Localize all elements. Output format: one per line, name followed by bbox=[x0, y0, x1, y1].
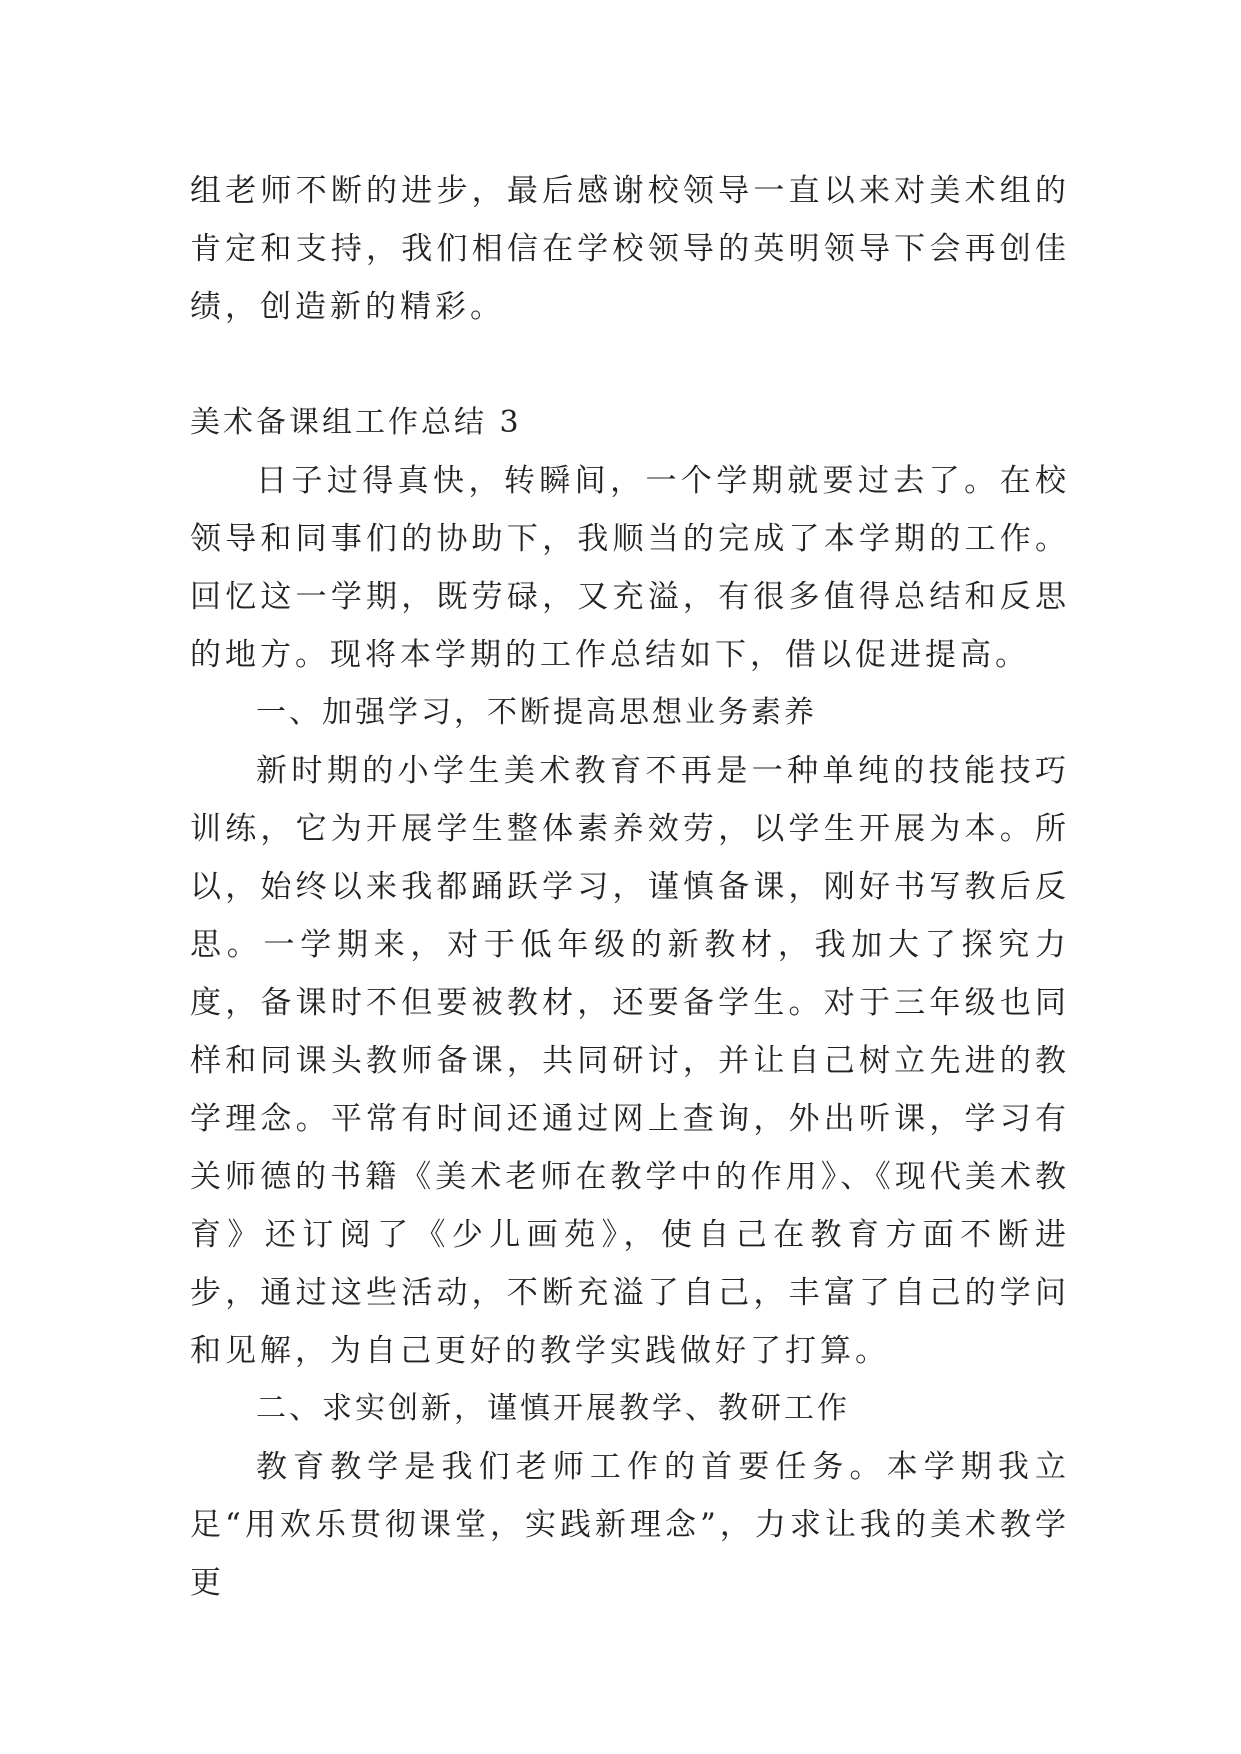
intro-paragraph: 日子过得真快，转瞬间，一个学期就要过去了。在校领导和同事们的协助下，我顺当的完成了本学期的工作。回忆这一学期，既劳碌，又充溢，有很多值得总结和反思的地方。现将本学期的工作总结如下，借以促进提高。 bbox=[190, 463, 1070, 673]
subheading-teaching: 二、求实创新，谨慎开展教学、教研工作 bbox=[256, 1391, 850, 1426]
document-page bbox=[190, 162, 1070, 1612]
continuation-paragraph: 组老师不断的进步，最后感谢校领导一直以来对美术组的肯定和支持，我们相信在学校领导的英明领导下会再创佳绩，创造新的精彩。 bbox=[190, 173, 1070, 325]
subheading-learning: 一、加强学习，不断提高思想业务素养 bbox=[256, 695, 817, 730]
teaching-paragraph: 教育教学是我们老师工作的首要任务。本学期我立足“用欢乐贯彻课堂，实践新理念”，力求让我的美术教学更 bbox=[190, 1449, 1070, 1601]
section-title: 美术备课组工作总结 3 bbox=[190, 405, 522, 440]
learning-paragraph: 新时期的小学生美术教育不再是一种单纯的技能技巧训练，它为开展学生整体素养效劳，以学生开展为本。所以，始终以来我都踊跃学习，谨慎备课，刚好书写教后反思。一学期来，对于低年级的新教材，我加大了探究力度，备课时不但要被教材，还要备学生。对于三年级也同样和同课头教师备课，共同研讨，并让自己树立先进的教学理念。平常有时间还通过网上查询，外出听课，学习有关师德的书籍《美术老师在教学中的作用》、《现代美术教育》还订阅了《少儿画苑》，使自己在教育方面不断进步，通过这些活动，不断充溢了自己，丰富了自己的学问和见解，为自己更好的教学实践做好了打算。 bbox=[190, 753, 1070, 1369]
